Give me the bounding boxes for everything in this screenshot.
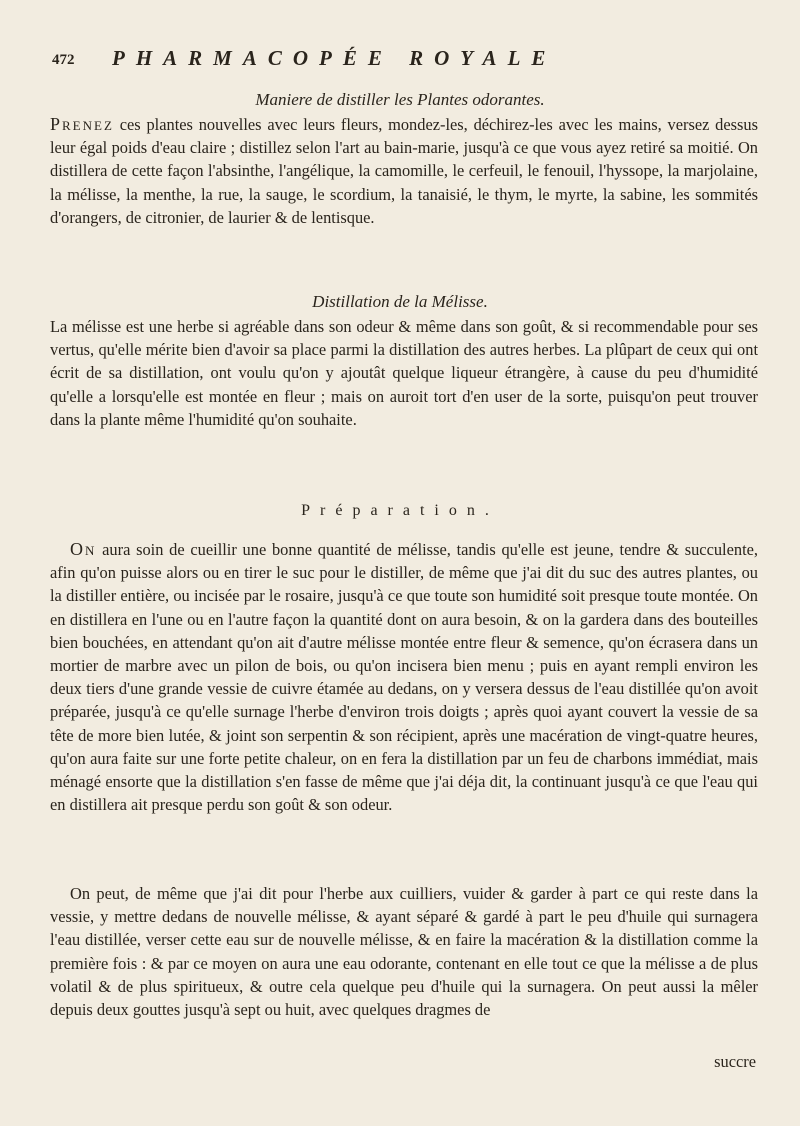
preparation-paragraph [50, 538, 758, 816]
prep-text: aura soin de cueillir une bonne quantité de mélisse, tandis qu'elle est jeune, tendre & succulente, afin qu'on puisse alors ou en tirer le suc pour le distiller, de même que j'ai dit du suc des autres plantes, ou la distiller entière, ou incisée par le rosaire, jusqu'à ce que toute son humidité soit presque toute montée. On en distillera en l'une ou en l'autre façon la quantité dont on aura besoin, & on la gardera dans des bouteilles bien bouchées, en attendant qu'on ait d'autre mélisse montée entre fleur & semence, qu'on écrasera dans un mortier de marbre avec un pilon de bois, ou qu'on incisera bien menu ; puis en ayant rempli environ les deux tiers d'une grande vessie de cuivre étamée au dedans, on y versera dessus de l'eau distillée qu'on avoit préparée, jusqu'à ce qu'elle surnage l'herbe d'environ trois doigts ; après quoi ayant couvert la vessie de sa tête de more bien lutée, & joint son serpentin & son récipient, après une macération de vingt-quatre heures, qu'on aura faite sur une forte petite chaleur, on en fera la distillation par un feu de charbons immédiat, mais ménagé ensorte que la distillation s'en fasse de même que j'ai déja dit, la continuant jusqu'à ce que l'eau qui en distillera ait presque perdu son goût & son odeur. [50, 540, 758, 815]
preparation-heading: Préparation. [301, 502, 499, 519]
section-title: Maniere de distiller les Plantes odorantes. [255, 90, 545, 109]
final-paragraph: On peut, de même que j'ai dit pour l'herbe aux cuilliers, vuider & garder à part ce qui reste dans la vessie, y mettre dedans de nouvelle mélisse, & ayant séparé & gardé à part le peu d'huile qui surnagera l'eau distillée, verser cette eau sur de nouvelle mélisse, & en faire la macération & la distillation comme la première fois : & par ce moyen on aura une eau odorante, contenant en elle tout ce que la mélisse a de plus volatil & de plus spiritueux, & outre cela quelque peu d'huile qui la surnagera. On peut aussi la mêler depuis deux gouttes jusqu'à sept ou huit, avec quelques dragmes de [50, 884, 758, 1020]
intro-paragraph [50, 113, 758, 229]
page-number: 472 [52, 52, 75, 68]
subheading-melisse: Distillation de la Mélisse. [312, 292, 488, 311]
melisse-paragraph: La mélisse est une herbe si agréable dans son odeur & même dans son goût, & si recommendable pour ses vertus, qu'elle mérite bien d'avoir sa place parmi la distillation des autres herbes. La plûpart de ceux qui ont écrit de sa distillation, ont voulu qu'on y ajoutât quelque liqueur étrangère, à cause du peu d'humidité qu'elle a lorsqu'elle est montée en fleur ; mais on auroit tort d'en user de la sorte, puisqu'on peut trouver dans la plante même l'humidité qu'on souhaite. [50, 317, 758, 429]
running-head [52, 46, 772, 78]
prep-lead-word: On [70, 539, 97, 559]
intro-text: ces plantes nouvelles avec leurs fleurs, mondez-les, déchirez-les avec les mains, versez dessus leur égal poids d'eau claire ; distillez selon l'art au bain-marie, jusqu'à ce que vous ayez retiré sa moitié. On distillera de cette façon l'absinthe, l'angélique, la camomille, le cerfeuil, le fenouil, l'hyssope, la marjolaine, la mélisse, la menthe, la rue, la sauge, le scordium, la tanaisié, le thym, le myrte, la sabine, les sommités d'orangers, de citronier, de laurier & de lentisque. [50, 115, 758, 227]
book-title: PHARMACOPÉE ROYALE [112, 46, 557, 70]
intro-lead-word: Prenez [50, 114, 114, 134]
catchword: succre [714, 1052, 756, 1071]
